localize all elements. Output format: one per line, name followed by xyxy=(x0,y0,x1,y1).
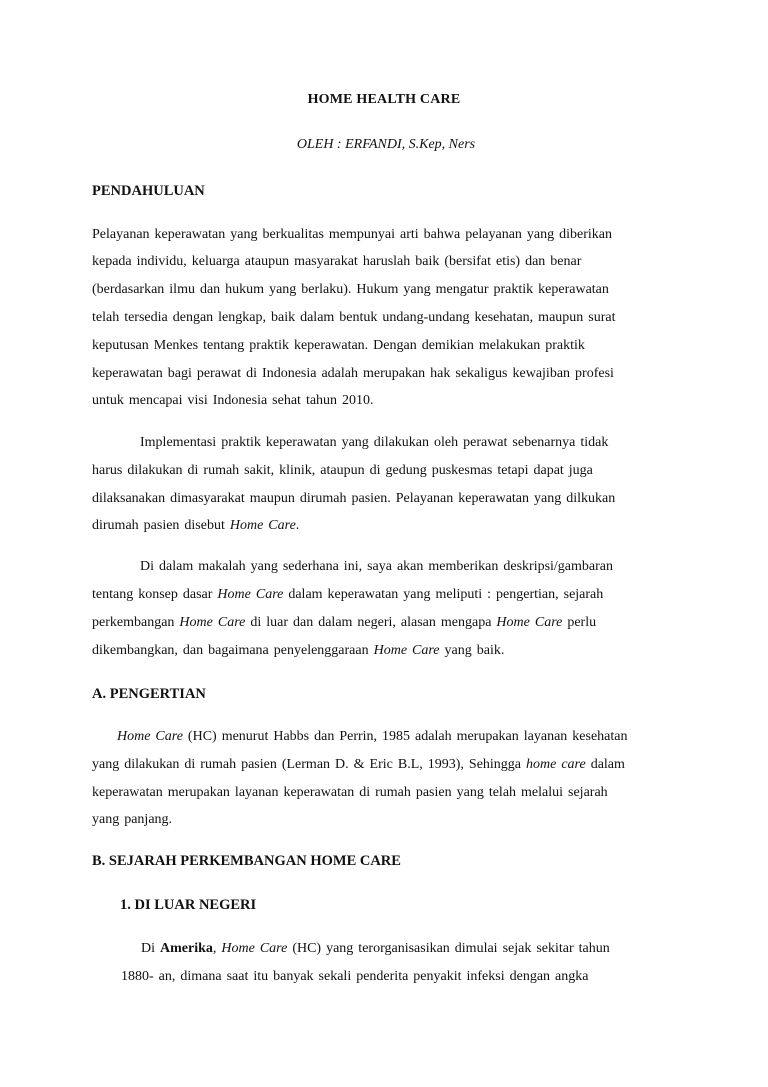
paragraph-line: telah tersedia dengan lengkap, baik dalam bentuk undang-undang kesehatan, maupun surat xyxy=(92,310,616,325)
paragraph-line xyxy=(141,941,610,957)
paragraph-line: harus dilakukan di rumah sakit, klinik, ataupun di gedung puskesmas tetapi dapat juga xyxy=(92,463,593,478)
text-run: . xyxy=(295,518,300,533)
italic-term: Home Care xyxy=(373,643,440,658)
text-run: (HC) menurut Habbs dan Perrin, 1985 adalah merupakan layanan kesehatan xyxy=(182,729,628,744)
italic-term: home care xyxy=(526,757,586,772)
paragraph-line: (berdasarkan ilmu dan hukum yang berlaku). Hukum yang mengatur praktik keperawatan xyxy=(92,282,609,297)
paragraph-line: yang panjang. xyxy=(92,812,173,827)
text-run: tentang konsep dasar xyxy=(92,587,218,602)
paragraph-line xyxy=(92,587,603,603)
text-run: Di xyxy=(141,941,160,956)
text-run: (HC) yang terorganisasikan dimulai sejak sekitar tahun xyxy=(287,941,610,956)
document-author: OLEH : ERFANDI, S.Kep, Ners xyxy=(296,137,476,152)
text-run: di luar dan dalam negeri, alasan mengapa xyxy=(245,615,497,630)
italic-term: Home Care xyxy=(179,615,246,630)
text-run: , xyxy=(212,941,222,956)
paragraph-line: Di dalam makalah yang sederhana ini, saya akan memberikan deskripsi/gambaran xyxy=(140,559,613,574)
paragraph-line xyxy=(92,757,625,773)
italic-term: Home Care xyxy=(221,941,288,956)
paragraph-line: untuk mencapai visi Indonesia sehat tahun 2010. xyxy=(92,393,374,408)
paragraph-line: Implementasi praktik keperawatan yang dilakukan oleh perawat sebenarnya tidak xyxy=(140,435,609,450)
bold-term: Amerika xyxy=(160,941,213,956)
paragraph-line xyxy=(92,518,299,534)
italic-term: Home Care xyxy=(117,729,183,744)
paragraph-line: keputusan Menkes tentang praktik keperawatan. Dengan demikian melakukan praktik xyxy=(92,338,585,353)
text-run: dikembangkan, dan bagaimana penyelenggaraan xyxy=(92,643,374,658)
section-heading-pendahuluan: PENDAHULUAN xyxy=(92,183,205,199)
paragraph-line: kepada individu, keluarga ataupun masyarakat haruslah baik (bersifat etis) dan benar xyxy=(92,254,582,269)
subsection-heading-luar-negeri: 1. DI LUAR NEGERI xyxy=(120,897,257,913)
text-run: perlu xyxy=(562,615,597,630)
section-heading-sejarah: B. SEJARAH PERKEMBANGAN HOME CARE xyxy=(92,853,401,869)
paragraph-line xyxy=(92,643,504,659)
paragraph-line: 1880- an, dimana saat itu banyak sekali penderita penyakit infeksi dengan angka xyxy=(121,969,589,984)
italic-term: Home Care xyxy=(496,615,563,630)
italic-term: Home Care xyxy=(217,587,284,602)
text-run: perkembangan xyxy=(92,615,180,630)
text-run: yang baik. xyxy=(439,643,505,658)
text-run: dirumah pasien disebut xyxy=(92,518,230,533)
document-title: HOME HEALTH CARE xyxy=(307,92,461,107)
section-heading-pengertian: A. PENGERTIAN xyxy=(92,686,206,702)
text-run: dalam keperawatan yang meliputi : pengertian, sejarah xyxy=(283,587,604,602)
paragraph-line xyxy=(92,615,596,631)
paragraph-line: keperawatan bagi perawat di Indonesia adalah merupakan hak sekaligus kewajiban profesi xyxy=(92,366,614,381)
paragraph-line: Pelayanan keperawatan yang berkualitas mempunyai arti bahwa pelayanan yang diberikan xyxy=(92,227,613,242)
paragraph-line: keperawatan merupakan layanan keperawatan di rumah pasien yang telah melalui sejarah xyxy=(92,785,608,800)
italic-term: Home Care xyxy=(229,518,296,533)
text-run: dalam xyxy=(585,757,625,772)
paragraph-line xyxy=(117,729,628,745)
text-run: yang dilakukan di rumah pasien (Lerman D. & Eric B.L, 1993), Sehingga xyxy=(92,757,527,772)
paragraph-line: dilaksanakan dimasyarakat maupun dirumah pasien. Pelayanan keperawatan yang dilkukan xyxy=(92,491,616,506)
